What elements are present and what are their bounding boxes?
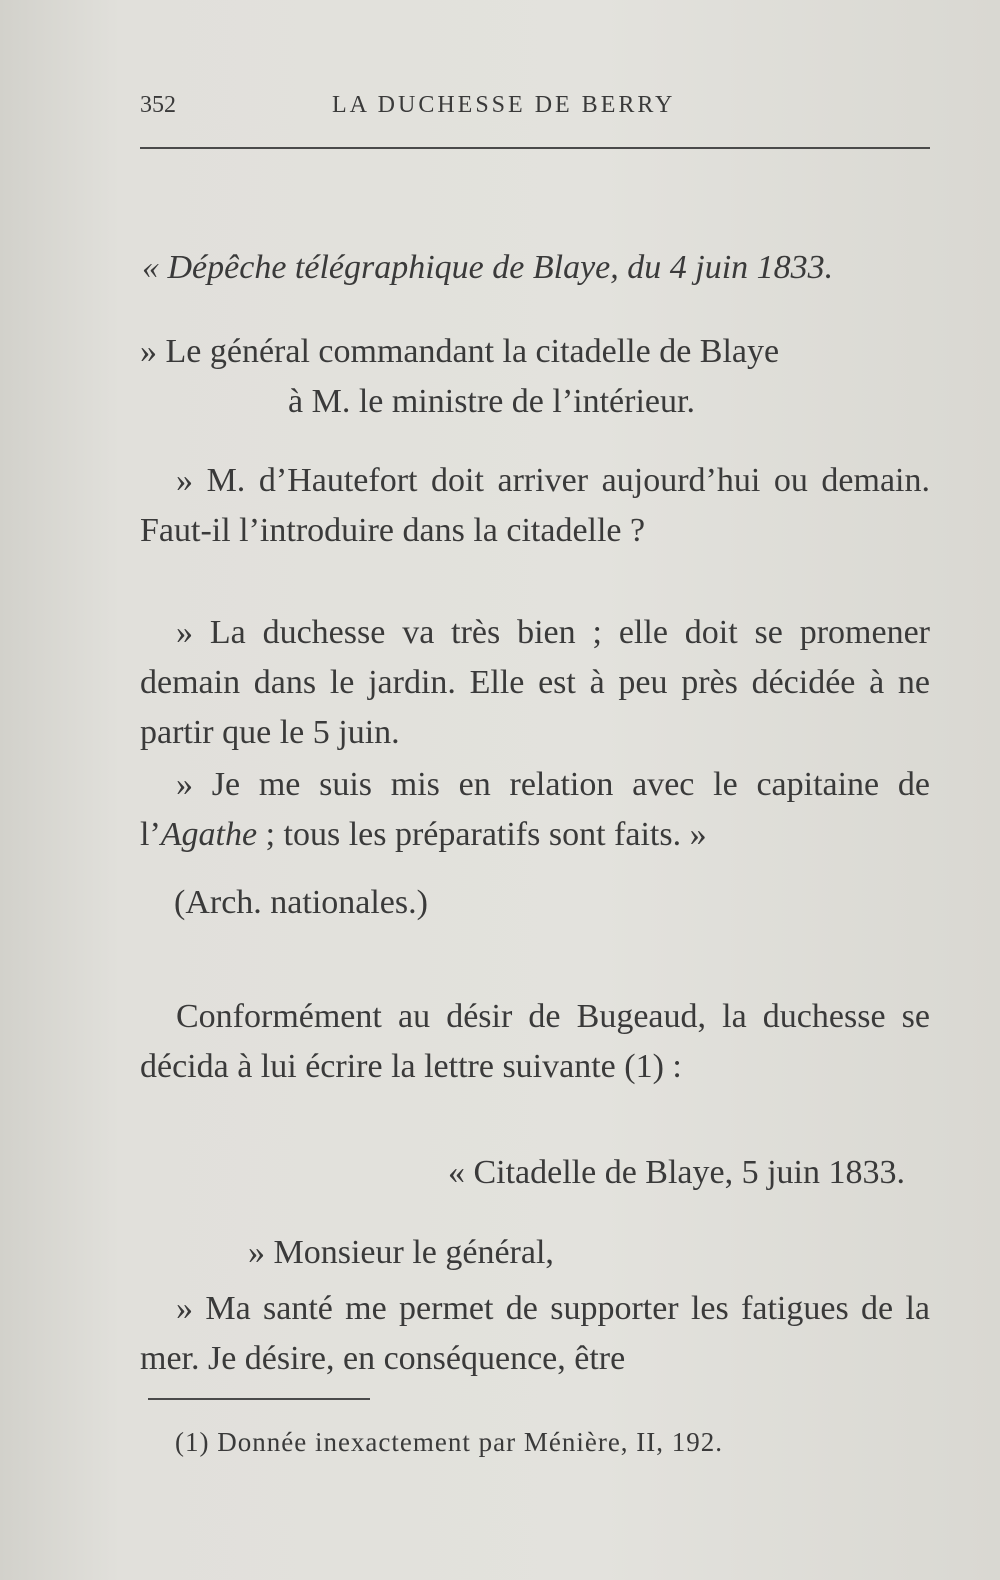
captain-text-start: » Je me suis mis en relation avec le capitaine de l’ bbox=[140, 766, 930, 853]
header-rule bbox=[140, 147, 930, 149]
paragraph-captain bbox=[140, 760, 930, 860]
captain-text-end: ; tous les préparatifs sont faits. » bbox=[257, 816, 707, 853]
telegram-sender: » Le général commandant la citadelle de Blaye bbox=[140, 333, 780, 370]
letter-body: » Ma santé me permet de supporter les fatigues de la mer. Je désire, en conséquence, être bbox=[140, 1290, 930, 1377]
paragraph-hautefort: » M. d’Hautefort doit arriver aujourd’hui ou demain. Faut-il l’introduire dans la citadelle ? bbox=[140, 462, 930, 549]
paragraph-letter-intro: Conformément au désir de Bugeaud, la duchesse se décida à lui écrire la lettre suivante (1) : bbox=[140, 998, 930, 1085]
letter-dateline: « Citadelle de Blaye, 5 juin 1833. bbox=[447, 1154, 905, 1191]
letter-salutation: » Monsieur le général, bbox=[248, 1234, 554, 1271]
paragraph-duchess-health: » La duchesse va très bien ; elle doit se promener demain dans le jardin. Elle est à peu près décidée à ne partir que le 5 juin. bbox=[140, 614, 930, 751]
running-header bbox=[140, 92, 930, 132]
footnote-rule bbox=[148, 1398, 370, 1400]
footnote: (1) Donnée inexactement par Ménière, II, 192. bbox=[175, 1427, 724, 1457]
ship-name: Agathe bbox=[160, 816, 258, 853]
telegram-recipient: à M. le ministre de l’intérieur. bbox=[288, 383, 695, 420]
page-number: 352 bbox=[140, 92, 176, 118]
running-title: LA DUCHESSE DE BERRY bbox=[332, 92, 676, 118]
telegram-heading: « Dépêche télégraphique de Blaye, du 4 juin 1833. bbox=[142, 249, 834, 286]
source-citation: (Arch. nationales.) bbox=[174, 884, 428, 921]
